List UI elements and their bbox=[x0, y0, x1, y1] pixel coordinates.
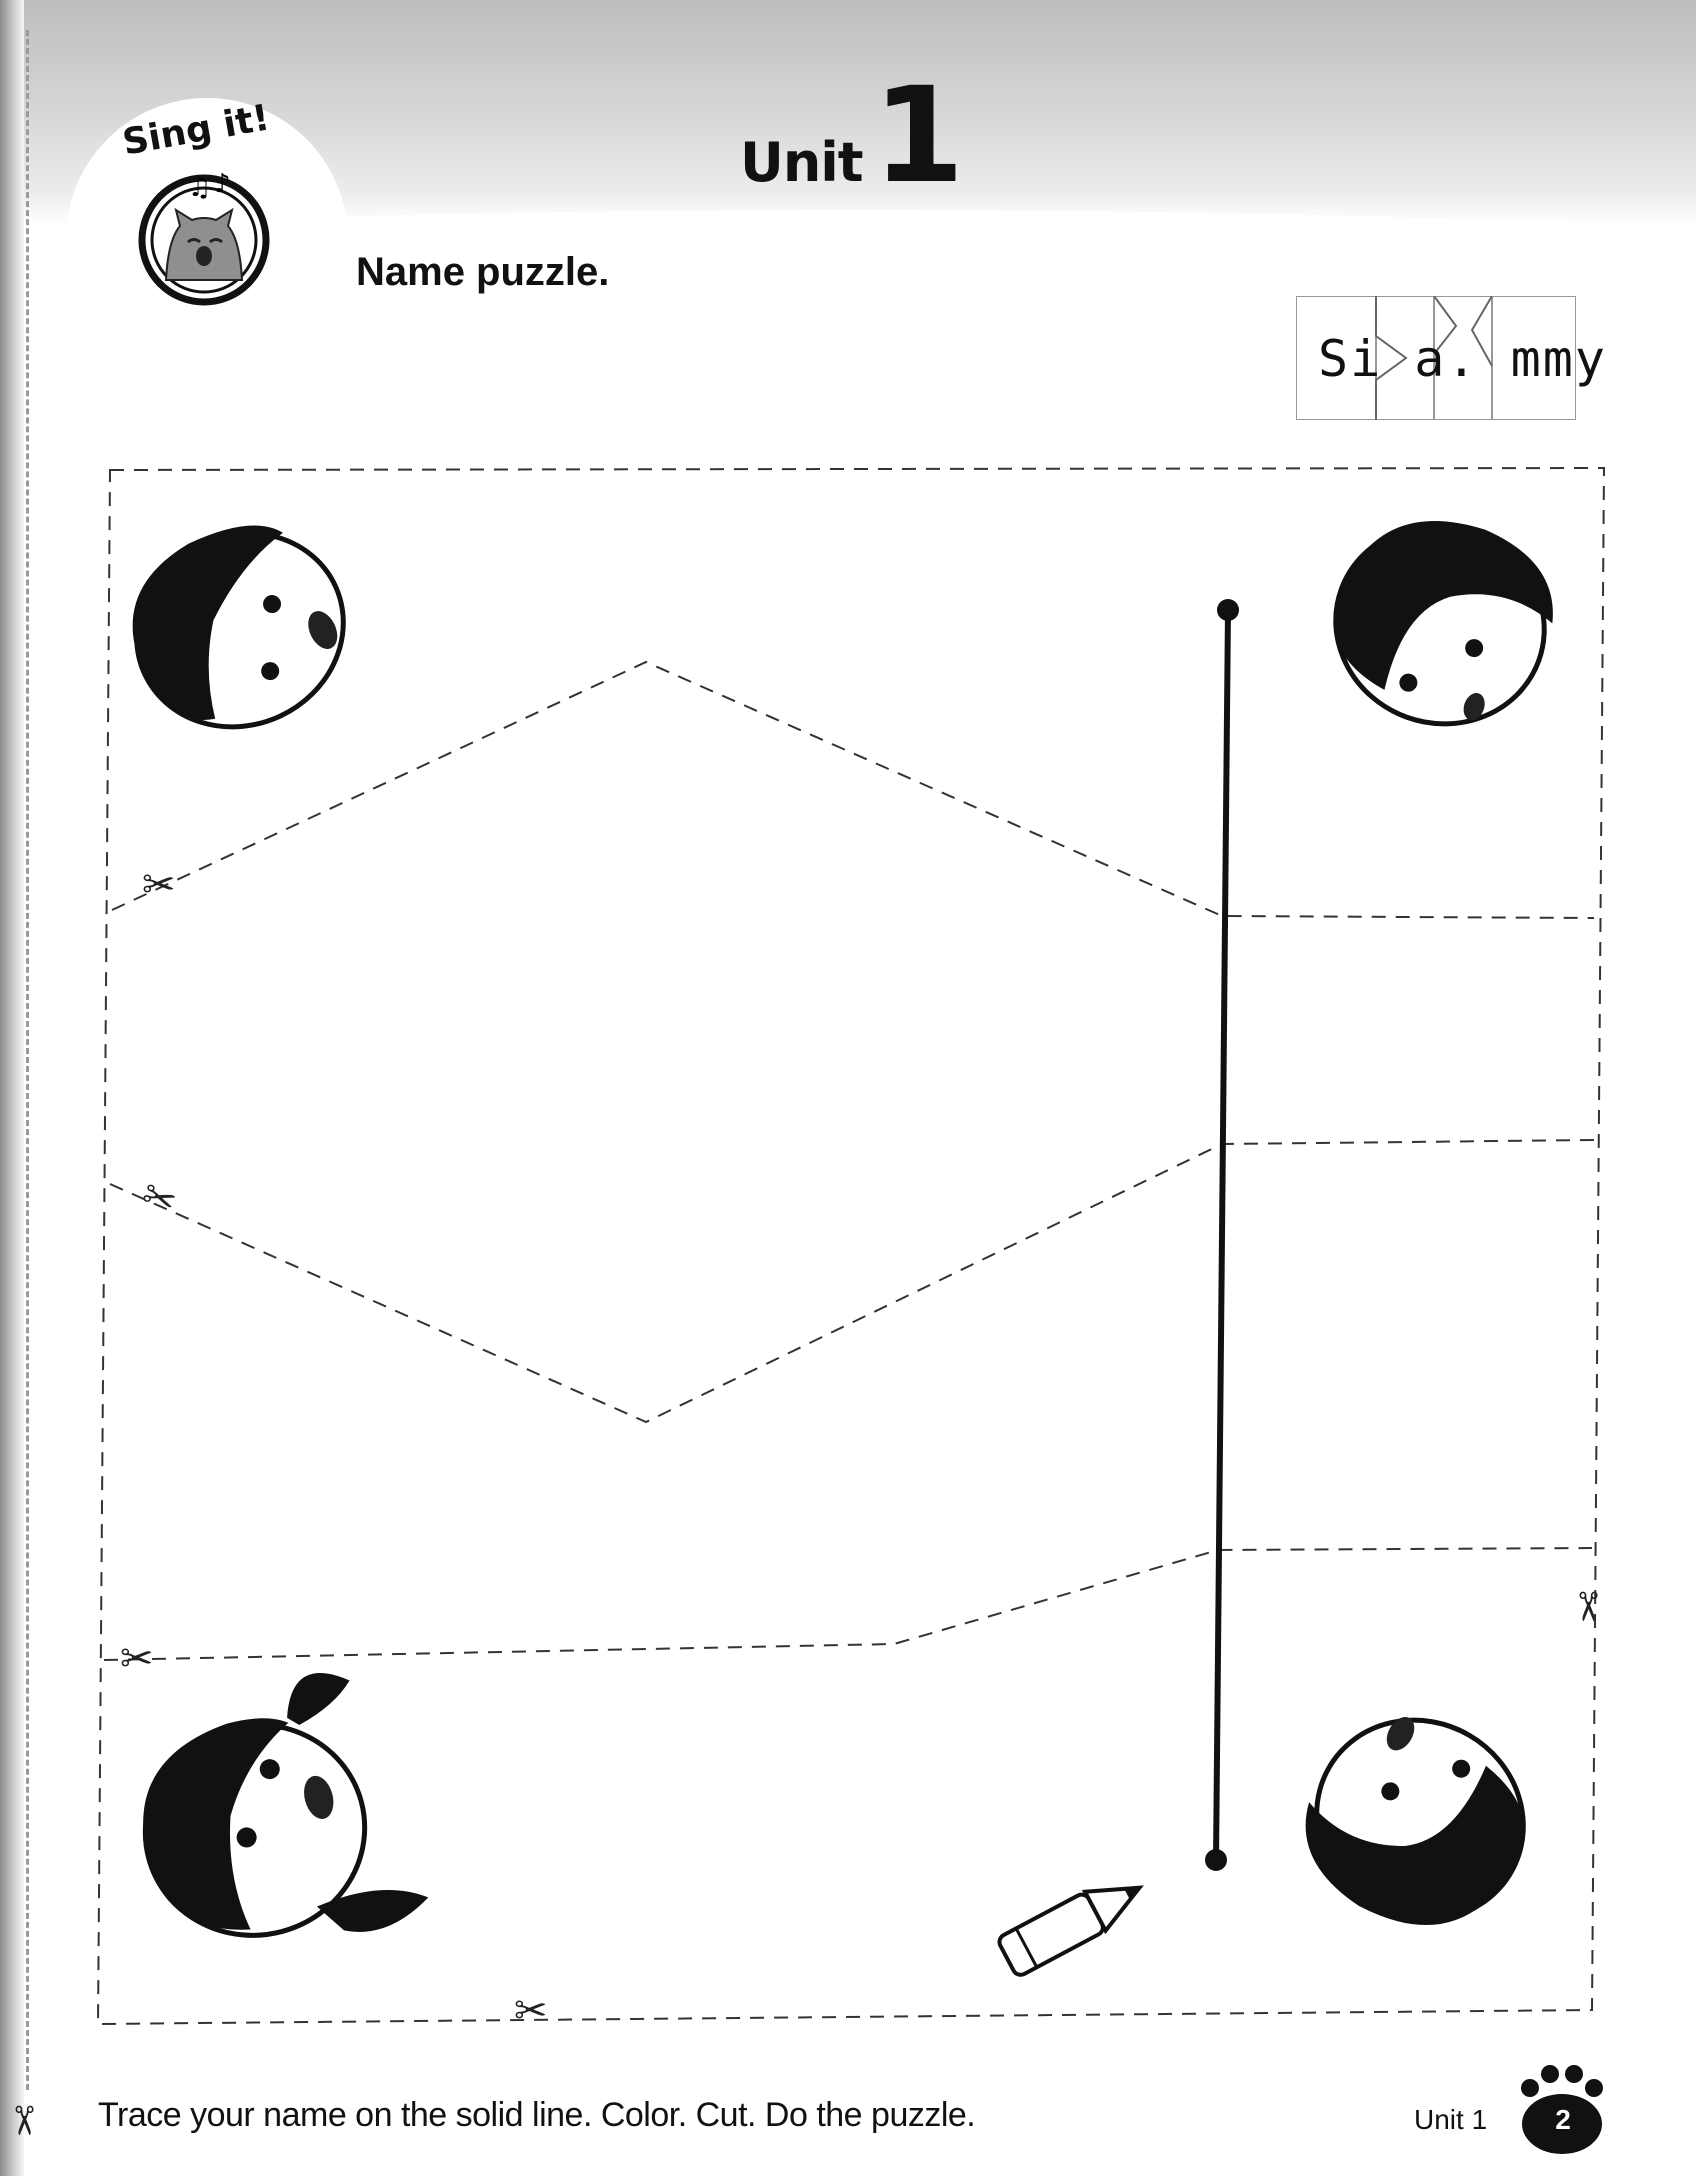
svg-text:♪: ♪ bbox=[214, 169, 231, 199]
footer-unit-label: Unit 1 bbox=[1414, 2104, 1488, 2135]
svg-text:♫: ♫ bbox=[188, 173, 212, 203]
page-number: 2 bbox=[1555, 2104, 1571, 2135]
svg-text:✂: ✂ bbox=[1564, 1590, 1610, 1624]
trace-start-dot bbox=[1217, 599, 1239, 621]
svg-text:✂: ✂ bbox=[142, 862, 176, 908]
svg-text:✂: ✂ bbox=[120, 1636, 154, 1682]
boy-face-icon bbox=[1277, 1683, 1561, 1964]
sing-it-label: Sing it! bbox=[119, 97, 273, 164]
cut-line-3 bbox=[104, 1548, 1592, 1660]
svg-text:✂: ✂ bbox=[135, 1171, 183, 1226]
boy-face-icon bbox=[1308, 490, 1575, 753]
svg-text:✂: ✂ bbox=[514, 1988, 548, 2034]
scissors-icon bbox=[0, 862, 1610, 2138]
unit-word: Unit bbox=[740, 131, 863, 194]
trace-end-dot bbox=[1205, 1849, 1227, 1871]
trace-line bbox=[1216, 610, 1228, 1860]
svg-text:✂: ✂ bbox=[0, 2104, 46, 2138]
girl-face-icon bbox=[113, 1660, 433, 1982]
footer-instruction: Trace your name on the solid line. Color. Cut. Do the puzzle. bbox=[98, 2096, 976, 2134]
cut-line-1 bbox=[112, 662, 1594, 918]
example-name-text: Si a. mmy bbox=[1318, 330, 1607, 388]
instruction-top: Name puzzle. bbox=[356, 250, 610, 294]
unit-number: 1 bbox=[872, 59, 965, 213]
boy-face-icon bbox=[102, 495, 375, 761]
cut-line-2 bbox=[110, 1140, 1594, 1422]
pencil-icon bbox=[997, 1868, 1150, 1977]
